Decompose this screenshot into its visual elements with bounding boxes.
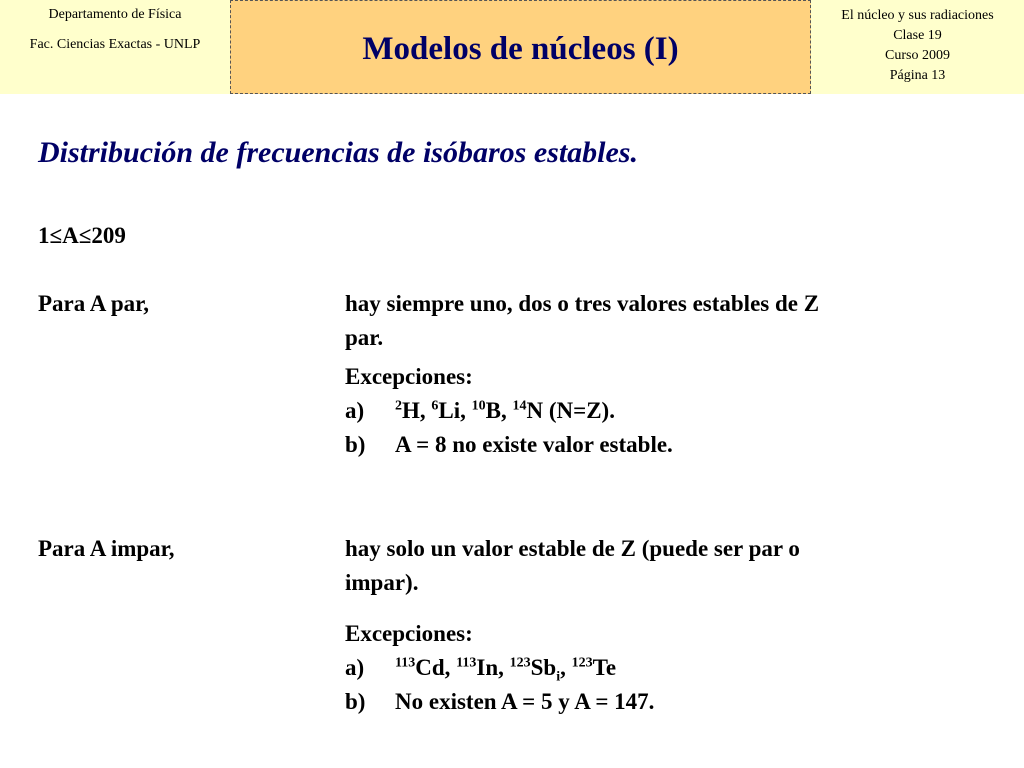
mass-number: 123 xyxy=(571,655,593,671)
header-title-box xyxy=(230,0,811,94)
faculty-name: Fac. Ciencias Exactas - UNLP xyxy=(29,37,201,52)
exception-text: No existen A = 5 y A = 147. xyxy=(395,689,655,714)
element: Sb xyxy=(530,655,557,680)
mass-number: 6 xyxy=(431,398,439,414)
even-exception-a xyxy=(345,394,673,428)
odd-label: Para A impar, xyxy=(38,536,175,561)
odd-exception-b xyxy=(345,685,654,719)
even-exception-b xyxy=(345,428,673,462)
mass-number: 123 xyxy=(509,655,531,671)
element: B, xyxy=(485,398,513,423)
mass-number: 14 xyxy=(512,398,527,414)
element: N (N=Z). xyxy=(526,398,615,423)
odd-exception-a xyxy=(345,651,654,685)
section-heading: Distribución de frecuencias de isóbaros estables. xyxy=(38,136,638,169)
exception-text: A = 8 no existe valor estable. xyxy=(395,432,673,457)
course-year: Curso 2009 xyxy=(885,48,950,63)
odd-exceptions xyxy=(345,617,654,719)
mass-number: 10 xyxy=(471,398,486,414)
odd-exceptions-label: Excepciones: xyxy=(345,621,473,646)
even-line-1: hay siempre uno, dos o tres valores estables de Z xyxy=(345,291,820,316)
page-number: Página 13 xyxy=(889,68,946,83)
header-course-info xyxy=(811,0,1024,94)
even-description xyxy=(345,287,819,355)
list-marker-a: a) xyxy=(345,655,365,680)
even-exceptions xyxy=(345,360,673,462)
element: In, xyxy=(476,655,510,680)
odd-line-1: hay solo un valor estable de Z (puede ser par o xyxy=(345,536,800,561)
even-exceptions-label: Excepciones: xyxy=(345,364,473,389)
odd-description xyxy=(345,532,800,600)
list-marker-b: b) xyxy=(345,689,366,714)
subscript: i xyxy=(556,669,561,685)
separator: , xyxy=(560,655,572,680)
class-number: Clase 19 xyxy=(893,28,942,43)
department-name: Departamento de Física xyxy=(48,7,182,22)
mass-range: 1≤A≤209 xyxy=(38,223,126,248)
mass-number: 2 xyxy=(395,398,402,414)
even-label: Para A par, xyxy=(38,291,149,316)
element: H, xyxy=(402,398,432,423)
odd-line-2: impar). xyxy=(345,570,419,595)
slide-title: Modelos de núcleos (I) xyxy=(362,30,679,67)
element: Te xyxy=(592,655,617,680)
course-name: El núcleo y sus radiaciones xyxy=(841,8,994,23)
mass-number: 113 xyxy=(456,655,477,671)
header-department xyxy=(0,0,230,94)
list-marker-a: a) xyxy=(345,398,365,423)
element: Li, xyxy=(438,398,472,423)
element: Cd, xyxy=(415,655,457,680)
list-marker-b: b) xyxy=(345,432,366,457)
mass-number: 113 xyxy=(395,655,416,671)
even-line-2: par. xyxy=(345,325,384,350)
